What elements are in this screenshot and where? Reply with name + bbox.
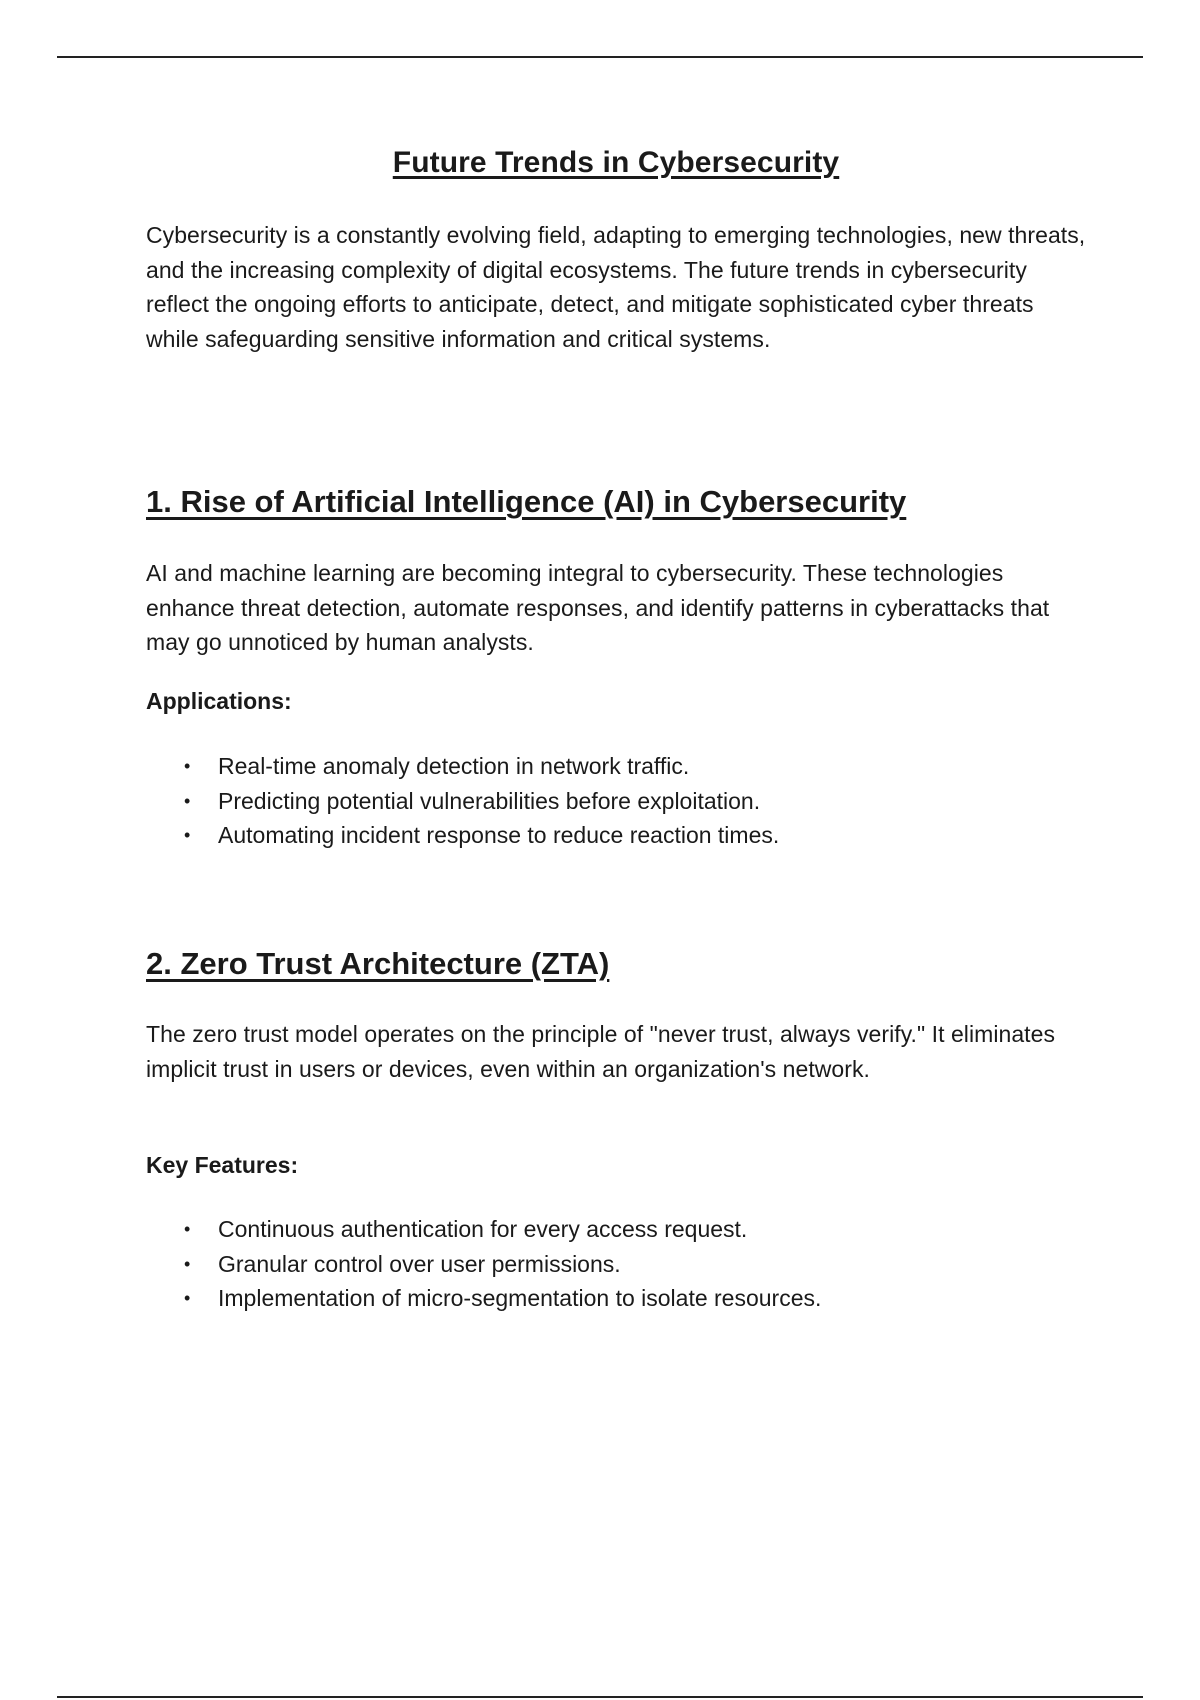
list-item-text: Automating incident response to reduce reaction times.: [218, 822, 780, 848]
list-item: [146, 818, 779, 853]
list-item-text: Continuous authentication for every access request.: [218, 1216, 748, 1242]
bullet-icon: •: [184, 825, 191, 845]
section-2-heading: 2. Zero Trust Architecture (ZTA): [146, 946, 610, 981]
list-item: [146, 784, 779, 819]
list-item: [146, 1281, 821, 1316]
section-1-bullet-list: [146, 749, 779, 853]
bullet-icon: •: [184, 1288, 191, 1308]
section-2-bullet-list: [146, 1212, 821, 1316]
list-item: [146, 1247, 821, 1282]
bullet-icon: •: [184, 1219, 191, 1239]
list-item-text: Predicting potential vulnerabilities before exploitation.: [218, 787, 761, 814]
list-item: [146, 1212, 821, 1247]
bullet-icon: •: [184, 756, 191, 776]
list-item-text: Real-time anomaly detection in network traffic.: [218, 753, 690, 779]
list-item-text: Granular control over user permissions.: [218, 1250, 621, 1277]
list-item: [146, 749, 779, 784]
section-1-list-label: Applications:: [146, 688, 292, 714]
section-1-body: AI and machine learning are becoming integral to cybersecurity. These technologies enhance threat detection, automate responses, and identify patterns in cyberattacks that may go unnoticed by human analysts.: [146, 560, 1050, 655]
section-2-body: The zero trust model operates on the principle of "never trust, always verify." It eliminates implicit trust in users or devices, even within an organization's network.: [146, 1021, 1056, 1082]
section-2-list-label: Key Features:: [146, 1152, 299, 1178]
header-rule: [57, 56, 1143, 58]
intro-paragraph: Cybersecurity is a constantly evolving field, adapting to emerging technologies, new threats, and the increasing complexity of digital ecosystems. The future trends in cybersecurity reflect the ongoing efforts to anticipate, detect, and mitigate sophisticated cyber threats while safeguarding sensitive information and critical systems.: [146, 222, 1086, 352]
bullet-icon: •: [184, 1253, 191, 1274]
document-title: Future Trends in Cybersecurity: [392, 146, 840, 179]
list-item-text: Implementation of micro-segmentation to isolate resources.: [218, 1285, 822, 1311]
footer-rule: [57, 1696, 1143, 1698]
section-1-heading: 1. Rise of Artificial Intelligence (AI) in Cybersecurity: [146, 484, 907, 519]
bullet-icon: •: [184, 790, 191, 811]
